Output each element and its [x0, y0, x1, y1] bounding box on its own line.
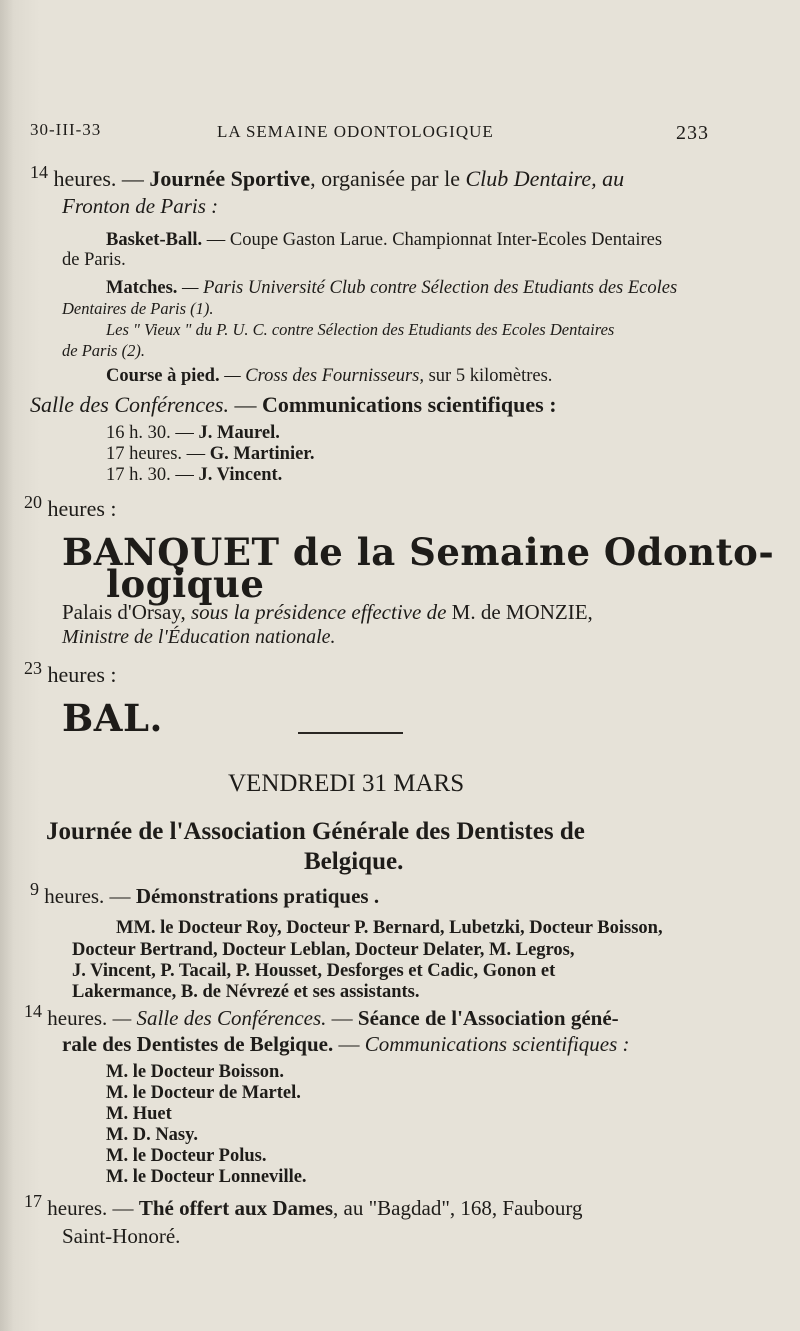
banquet-minister: Ministre de l'Éducation nationale.	[62, 626, 336, 648]
day-heading: VENDREDI 31 MARS	[228, 770, 465, 797]
header-journal-title: LA SEMAINE ODONTOLOGIQUE	[217, 122, 494, 141]
bal-title: BAL.	[62, 696, 163, 740]
salle-conferences-heading: Salle des Conférences. — Communications scientifiques :	[30, 392, 557, 417]
matches-line-1: Matches. — Paris Université Club contre Sélection des Etudiants des Ecoles	[106, 278, 678, 298]
comm-item-1: 16 h. 30. — J. Maurel.	[106, 423, 280, 443]
matches-line-3: Les " Vieux " du P. U. C. contre Sélection des Etudiants des Ecoles Dentaires	[106, 320, 615, 339]
time-20h: $^{20}$ heures :	[24, 492, 117, 521]
time-14h-journee-sportive: $^{14}$ heures. — Journée Sportive, organisée par le Club Dentaire, au	[30, 162, 625, 191]
banquet-venue: Palais d'Orsay, sous la présidence effective de M. de MONZIE,	[62, 600, 593, 624]
seance-line-2: rale des Dentistes de Belgique. — Communications scientifiques :	[62, 1032, 630, 1056]
seance-speaker-2: M. le Docteur de Martel.	[106, 1083, 301, 1103]
comm-item-3: 17 h. 30. — J. Vincent.	[106, 465, 283, 485]
friday-section-title-1: Journée de l'Association Générale des Dentistes de	[46, 818, 585, 845]
matches-line-2: Dentaires de Paris (1).	[62, 299, 214, 318]
basket-line-2: de Paris.	[62, 250, 126, 270]
course-a-pied: Course à pied. — Cross des Fournisseurs, sur 5 kilomètres.	[106, 366, 553, 386]
time-17h-the: 17 heures. — Thé offert aux Dames, au "Bagdad", 168, Faubourg	[24, 1191, 583, 1220]
the-line-2: Saint-Honoré.	[62, 1224, 181, 1248]
friday-section-title-2: Belgique.	[304, 848, 404, 875]
seance-speaker-3: M. Huet	[106, 1104, 172, 1124]
page-number: 233	[676, 122, 709, 144]
seance-speaker-6: M. le Docteur Lonneville.	[106, 1167, 307, 1187]
time-14h-seance: 14 heures. — Salle des Conférences. — Séance de l'Association géné-	[24, 1001, 619, 1030]
banquet-title-line-2: logique	[106, 562, 265, 606]
comm-item-2: 17 heures. — G. Martinier.	[106, 444, 315, 464]
section-divider	[298, 732, 403, 734]
basket-line-1: Basket-Ball. — Coupe Gaston Larue. Championnat Inter-Ecoles Dentaires	[106, 230, 663, 250]
banquet-title-line-1: BANQUET de la Semaine Odonto-	[62, 530, 775, 574]
matches-line-4: de Paris (2).	[62, 341, 145, 360]
demo-participants-2: Docteur Bertrand, Docteur Leblan, Docteur Delater, M. Legros,	[72, 940, 575, 960]
demo-participants-4: Lakermance, B. de Névrezé et ses assistants.	[72, 982, 420, 1002]
header-date: 30-III-33	[30, 120, 102, 139]
sport-location: Fronton de Paris :	[62, 194, 219, 218]
demo-participants-3: J. Vincent, P. Tacail, P. Housset, Desforges et Cadic, Gonon et	[72, 961, 556, 981]
seance-speaker-4: M. D. Nasy.	[106, 1125, 198, 1145]
time-23h: $^{23}$ heures :	[24, 658, 117, 687]
seance-speaker-5: M. le Docteur Polus.	[106, 1146, 267, 1166]
time-9h-demonstrations: 9 heures. — Démonstrations pratiques .	[30, 879, 380, 908]
seance-speaker-1: M. le Docteur Boisson.	[106, 1062, 284, 1082]
demo-participants-1: MM. le Docteur Roy, Docteur P. Bernard, Lubetzki, Docteur Boisson,	[116, 918, 663, 938]
